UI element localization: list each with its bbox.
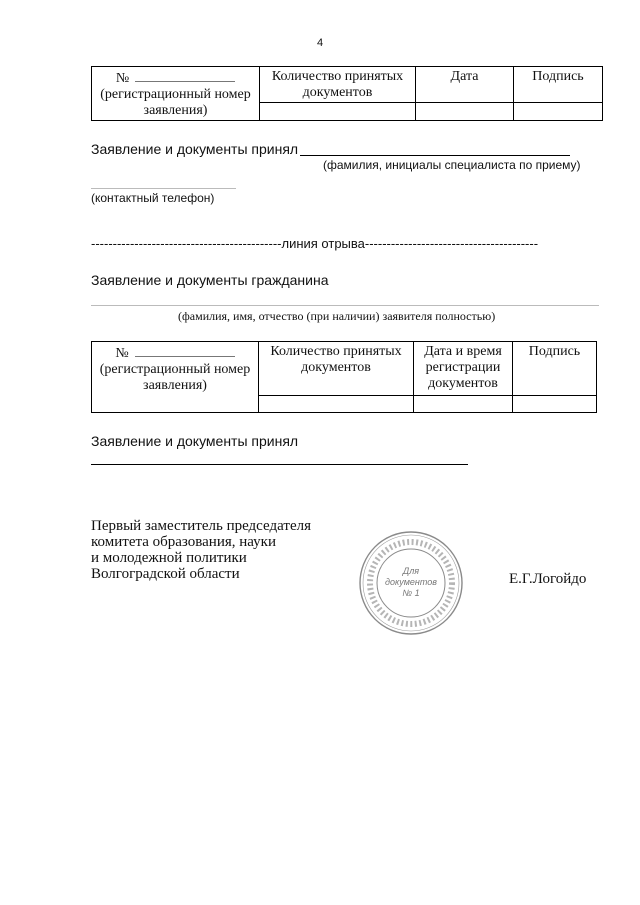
signatory-title	[91, 518, 311, 582]
tear-line: --------------------------------------------линия отрыва----------------------------------------	[91, 236, 539, 251]
header-date: Дата	[416, 67, 514, 103]
stamp-text-line2: документов	[385, 577, 437, 587]
header-doc-count: Количество принятых документов	[260, 67, 416, 103]
cell-datetime-empty	[414, 396, 513, 413]
phone-line	[91, 188, 236, 189]
number-sign-2: №	[115, 346, 129, 361]
cell-signature-empty	[514, 103, 603, 121]
accepted-by-line	[300, 155, 570, 156]
accepted-by-label: Заявление и документы принял	[91, 141, 299, 157]
page-number: 4	[316, 37, 324, 49]
accepted-by-line-2	[91, 464, 468, 465]
citizen-caption: (фамилия, имя, отчество (при наличии) заявителя полностью)	[178, 309, 496, 323]
signatory-line: Первый заместитель председателя	[91, 518, 311, 534]
signatory-line: комитета образования, науки	[91, 534, 276, 550]
header-signature: Подпись	[514, 67, 603, 103]
cell-date-empty	[416, 103, 514, 121]
cell-doc-count-empty	[260, 103, 416, 121]
stamp-text-line1: Для	[402, 566, 420, 576]
accepted-by-label-2: Заявление и документы принял	[91, 433, 299, 449]
header-datetime: Дата и время регистрации документов	[414, 342, 513, 396]
number-blank-line-2	[135, 344, 235, 357]
cell-signature-empty-2	[513, 396, 597, 413]
signatory-name: Е.Г.Логойдо	[509, 571, 587, 587]
official-stamp	[358, 530, 464, 636]
cell-doc-count-empty-2	[259, 396, 414, 413]
reg-number-cell	[92, 67, 260, 121]
number-blank-line	[135, 69, 235, 82]
citizen-name-line	[91, 305, 599, 306]
registration-table-1	[91, 66, 603, 121]
number-sign: №	[115, 71, 130, 86]
registration-table-2	[91, 341, 597, 413]
stamp-text-line3: № 1	[402, 588, 420, 598]
reg-number-label-2: (регистрационный номер заявления)	[99, 362, 251, 393]
header-doc-count-2: Количество принятых документов	[259, 342, 414, 396]
citizen-docs-label: Заявление и документы гражданина	[91, 272, 329, 288]
header-signature-2: Подпись	[513, 342, 597, 396]
phone-caption: (контактный телефон)	[91, 191, 215, 205]
signatory-line: Волгоградской области	[91, 566, 240, 582]
accepted-by-caption: (фамилия, инициалы специалиста по приему)	[323, 158, 581, 172]
signatory-line: и молодежной политики	[91, 550, 247, 566]
reg-number-label: (регистрационный номер заявления)	[100, 87, 251, 118]
reg-number-cell-2	[92, 342, 259, 413]
